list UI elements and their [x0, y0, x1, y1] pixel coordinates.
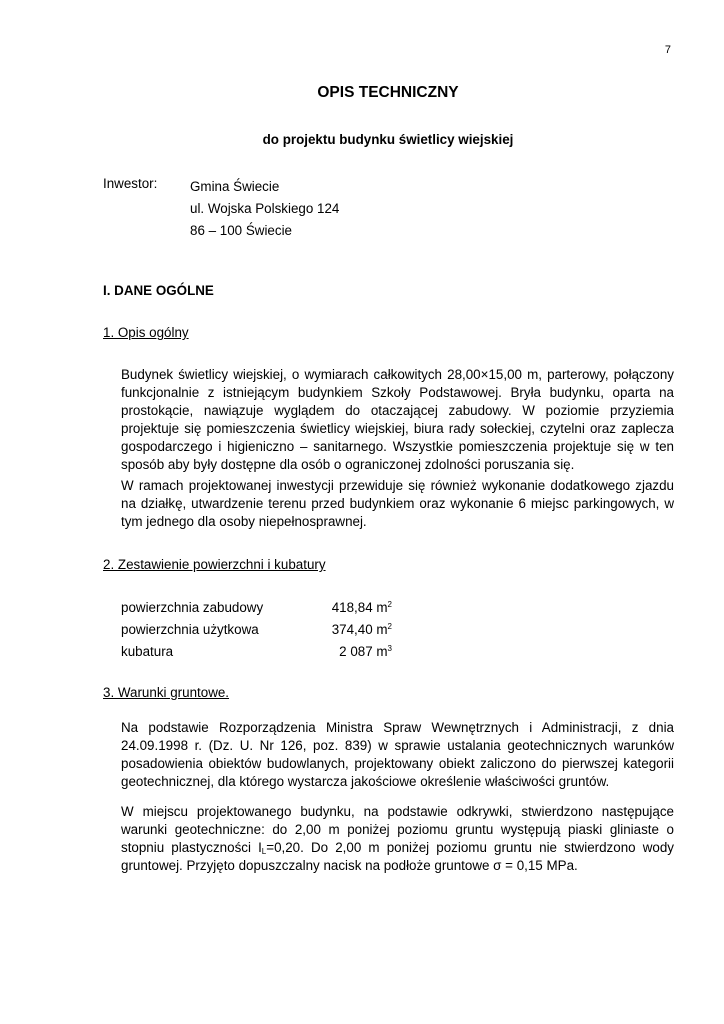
area-label: kubatura: [121, 644, 174, 659]
area-summary-table: [121, 597, 392, 663]
paragraph-text: Budynek świetlicy wiejskiej, o wymiarach całkowitych 28,00×15,00 m, parterowy, połączony funkcjonalnie z istniejącym budynkiem Szkoły Podstawowej. Bryła budynku, oparta na prostokącie, nawiązuje wyglądem do otaczającej zabudowy. W poziomie przyziemia projektuje się pomieszczenia świetlicy wiejskiej, biura rady sołeckiej, czytelni oraz zaplecza gospodarczego i higieniczno – sanitarnego. Wszystkie pomieszczenia projektuje się w ten sposób aby były dostępne dla osób o ograniczonej zdolności poruszania się.: [121, 367, 674, 472]
document-subtitle: do projektu budynku świetlicy wiejskiej: [262, 132, 514, 147]
investor-street: ul. Wojska Polskiego 124: [190, 201, 340, 216]
investor-address: [190, 176, 339, 242]
subheading-soil-conditions: 3. Warunki gruntowe.: [103, 685, 230, 700]
paragraph-regulation: [121, 719, 674, 791]
area-label: powierzchnia zabudowy: [121, 600, 264, 615]
page-number: 7: [664, 44, 671, 56]
subheading-general-description: 1. Opis ogólny: [103, 325, 189, 340]
subheading-area-summary: 2. Zestawienie powierzchni i kubatury: [103, 557, 326, 572]
paragraph-text: W ramach projektowanej inwestycji przewiduje się również wykonanie dodatkowego zjazdu na działkę, utwardzenie terenu przed budynkiem oraz wykonanie 6 miejsc parkingowych, w tym jednego dla osoby niepełnosprawnej.: [121, 478, 674, 529]
paragraph-text: Na podstawie Rozporządzenia Ministra Spraw Wewnętrznych i Administracji, z dnia 24.09.1998 r. (Dz. U. Nr 126, poz. 839) w sprawie ustalania geotechnicznych warunków posadowienia obiektów budowlanych, projektowany obiekt zaliczono do pierwszej kategorii geotechnicznej, dla którego wystarcza jakościowe określenie właściwości gruntów.: [121, 720, 674, 789]
paragraph-soil-findings: [121, 803, 674, 875]
section-heading-general-data: I. DANE OGÓLNE: [103, 283, 214, 298]
paragraph-general-description: [121, 366, 674, 474]
area-row: [121, 597, 392, 619]
area-value: 374,40 $m^2$: [331, 622, 392, 637]
investor-postal: 86 – 100 Świecie: [190, 223, 292, 238]
investor-label: Inwestor:: [103, 176, 158, 191]
area-label: powierzchnia użytkowa: [121, 622, 259, 637]
area-row: [121, 641, 392, 663]
area-row: [121, 619, 392, 641]
paragraph-investment-scope: [121, 477, 674, 531]
area-value: 2 087 $m^3$: [339, 644, 392, 659]
document-title: OPIS TECHNICZNY: [317, 84, 459, 101]
area-value: 418,84 $m^2$: [331, 600, 392, 615]
investor-name: Gmina Świecie: [190, 179, 280, 194]
paragraph-text: W miejscu projektowanego budynku, na podstawie odkrywki, stwierdzono następujące warunki geotechniczne: do 2,00 m poniżej poziomu gruntu występują piaski gliniaste o stopniu plastyczności $I_L=0,20$. Do 2,00 m poniżej poziomu gruntu nie stwierdzono wody gruntowej. Przyjęto dopuszczalny nacisk na podłoże gruntowe σ = 0,15 MPa.: [121, 804, 674, 873]
